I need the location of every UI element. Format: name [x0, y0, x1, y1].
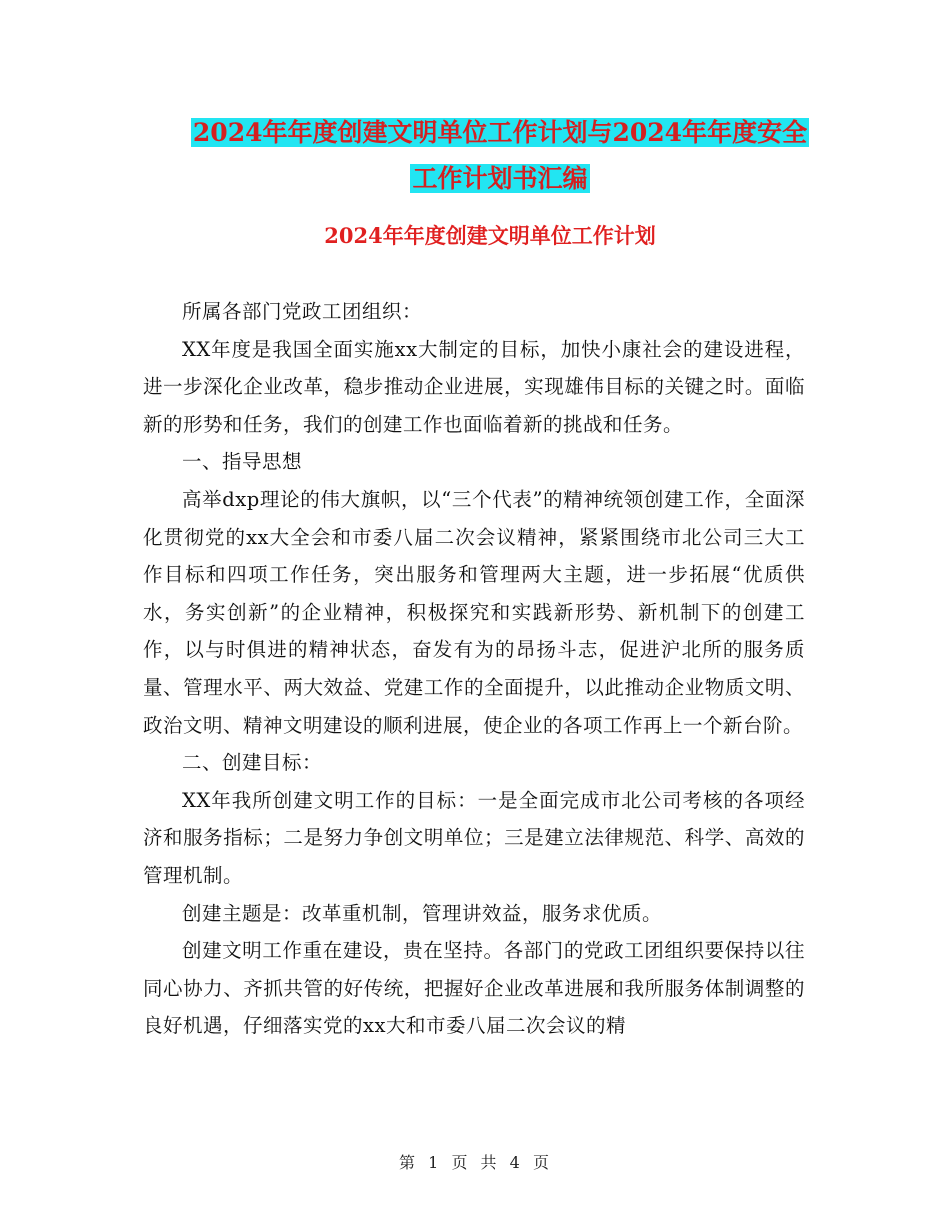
footer-prefix: 第 — [399, 1153, 418, 1172]
document-body — [143, 293, 805, 1045]
document-title-line-1: 2024年年度创建文明单位工作计划与2024年年度安全 — [192, 118, 808, 147]
goals-paragraph: XX年我所创建文明工作的目标：一是全面完成市北公司考核的各项经济和服务指标；二是努力争创文明单位；三是建立法律规范、科学、高效的管理机制。 — [143, 788, 805, 887]
footer-page-number: 1 — [428, 1153, 441, 1172]
page-footer — [0, 1150, 950, 1173]
intro-paragraph: XX年度是我国全面实施xx大制定的目标，加快小康社会的建设进程，进一步深化企业改革，稳步推动企业进展，实现雄伟目标的关键之时。面临新的形势和任务，我们的创建工作也面临着新的挑战和任务。 — [143, 337, 805, 436]
construction-paragraph: 创建文明工作重在建设，贵在坚持。各部门的党政工团组织要保持以往同心协力、齐抓共管的好传统，把握好企业改革进展和我所服务体制调整的良好机遇，仔细落实党的xx大和市委八届二次会议的精 — [143, 939, 805, 1038]
salutation-paragraph: 所属各部门党政工团组织： — [182, 300, 423, 323]
theme-paragraph: 创建主题是：改革重机制，管理讲效益，服务求优质。 — [182, 901, 663, 925]
heading-goals: 二、创建目标： — [182, 751, 323, 775]
heading-guiding-thought: 一、指导思想 — [182, 450, 303, 474]
document-title-line-2: 工作计划书汇编 — [412, 164, 588, 193]
footer-mid: 页 — [451, 1153, 470, 1172]
footer-total-pages: 4 — [509, 1153, 522, 1172]
section-title: 2024年年度创建文明单位工作计划 — [324, 223, 656, 248]
document-title — [140, 110, 860, 202]
footer-total-label: 共 — [480, 1153, 499, 1172]
footer-suffix: 页 — [532, 1153, 551, 1172]
guiding-thought-paragraph: 高举dxp理论的伟大旗帜，以“三个代表”的精神统领创建工作，全面深化贯彻党的xx大全会和市委八届二次会议精神，紧紧围绕市北公司三大工作目标和四项工作任务，突出服务和管理两大主题，进一步拓展“优质供水，务实创新”的企业精神，积极探究和实践新形势、新机制下的创建工作，以与时俱进的精神状态，奋发有为的昂扬斗志，促进沪北所的服务质量、管理水平、两大效益、党建工作的全面提升，以此推动企业物质文明、政治文明、精神文明建设的顺利进展，使企业的各项工作再上一个新台阶。 — [143, 487, 805, 737]
